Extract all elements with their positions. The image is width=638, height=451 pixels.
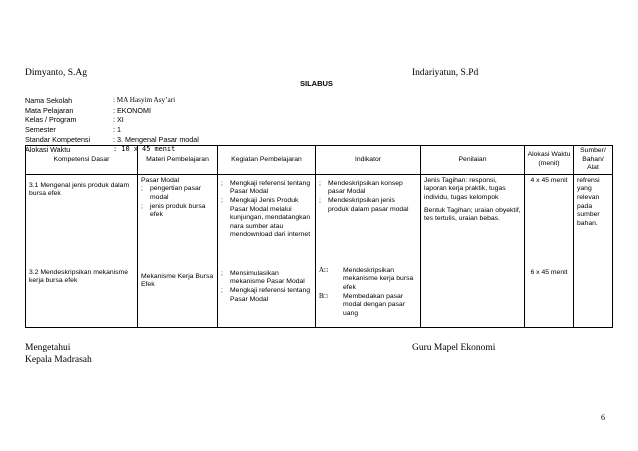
list-item-text: Mendeskripsikan konsep pasar Modal (328, 179, 403, 196)
table-row (26, 174, 613, 327)
list-item-text: Mensimulasikan mekanisme Pasar Modal (230, 269, 305, 286)
cell-kompetensi-dasar (26, 174, 138, 327)
meta-value: : 3. Mengenal Pasar modal (113, 134, 199, 144)
bullet-glyph: ; (319, 196, 321, 204)
list-item-text: Mengkaji Jenis Produk Pasar Modal melalui kunjungan, mendatangkan nara sumber atau mendownload dari internet (230, 196, 311, 239)
list-item-text: pengertian pasar modal (150, 185, 202, 201)
list-item (319, 293, 417, 319)
kd-text: 3.1 Mengenal jenis produk dalam bursa efek (29, 181, 130, 198)
list-item-text: Mengkaji referensi tentang Pasar Modal (230, 286, 311, 303)
bullet-glyph: ; (221, 179, 223, 187)
waktu-text: 6 x 45 menit (530, 268, 568, 276)
bullet-glyph: ; (221, 286, 223, 294)
sumber-text: refrensi yang relevan pada sumber bahan. (577, 176, 600, 227)
syllabus-table (25, 145, 613, 328)
list-item (141, 203, 214, 220)
meta-label: Semester (25, 125, 56, 135)
header-materi: Materi Pembelajaran (138, 146, 218, 175)
page-number: 6 (601, 413, 605, 422)
materi-block (141, 177, 214, 273)
bullet-glyph: ; (221, 196, 223, 204)
document-title: SILABUS (300, 79, 333, 88)
cell-alokasi-waktu (525, 174, 574, 327)
meta-value: : 1 (113, 125, 121, 135)
meta-label: Alokasi Waktu (25, 144, 71, 154)
signatory-left-name: Dimyanto, S.Ag (25, 68, 88, 78)
footer-mengetahui: Mengetahui (25, 343, 71, 353)
list-item (221, 287, 312, 304)
list-item-text: Mengkaji referensi tentang Pasar Modal (230, 179, 311, 196)
header-alokasi-waktu: Alokasi Waktu (menit) (525, 146, 574, 175)
bullet-glyph: ; (141, 185, 143, 193)
list-item (221, 180, 312, 197)
list-item (221, 270, 312, 287)
bullet-glyph: ; (141, 202, 143, 210)
header-kompetensi-dasar: Kompetensi Dasar (26, 146, 138, 175)
meta-value: : 10 x 45 menit (113, 144, 176, 153)
meta-label: Nama Sekolah (25, 96, 73, 105)
footer-kepala-madrasah: Kepala Madrasah (25, 355, 92, 365)
bullet-glyph: ; (221, 269, 223, 277)
table-header-row (26, 146, 613, 175)
header-penilaian: Penilaian (421, 146, 525, 175)
bullet-glyph: ; (319, 179, 321, 187)
waktu-text: 4 x 45 menit (530, 176, 568, 184)
signatory-right-name: Indariyatun, S.Pd (412, 68, 479, 78)
meta-label: Standar Kompetensi (25, 134, 91, 144)
kd-block (29, 177, 134, 269)
cell-sumber (574, 174, 613, 327)
cell-indikator (316, 174, 421, 327)
kegiatan-block (221, 177, 312, 270)
meta-label: Mata Pelajaran (25, 105, 74, 115)
meta-label: Kelas / Program (25, 115, 77, 125)
meta-value: : EKONOMI (113, 105, 151, 115)
footer-guru-mapel: Guru Mapel Ekonomi (412, 343, 496, 353)
list-item (221, 197, 312, 240)
penilaian-text: Bentuk Tagihan; uraian obyektif, tes tertulis, uraian bebas. (424, 206, 521, 223)
list-item-text: jenis produk bursa efek (150, 202, 206, 219)
list-item-text: Membedakan pasar modal dengan pasar uang (343, 292, 405, 317)
list-item (319, 180, 417, 197)
list-item-text: Mendeskripsikan jenis produk dalam pasar modal (328, 196, 409, 213)
list-item (319, 197, 417, 214)
cell-kegiatan (218, 174, 316, 327)
materi-title: Pasar Modal (141, 176, 180, 184)
list-item (141, 185, 214, 202)
penilaian-text: Jenis Tagihan: responsi, laporan kerja praktik, tugas individu, tugas kelompok (424, 176, 506, 201)
cell-penilaian (421, 174, 525, 327)
list-marker: A□ (319, 266, 329, 274)
meta-value: : XI (113, 115, 124, 125)
header-indikator: Indikator (316, 146, 421, 175)
list-marker: B□ (319, 292, 328, 300)
header-kegiatan: Kegiatan Pembelajaran (218, 146, 316, 175)
indikator-block (319, 177, 417, 267)
header-sumber: Sumber/ Bahan/ Alat (574, 146, 613, 175)
meta-value: : MA Hasyim Asy’ari (113, 96, 176, 104)
list-item (319, 267, 417, 293)
list-item-text: Mendeskripsikan mekanisme kerja bursa efek (343, 266, 414, 291)
kd-text: 3.2 Mendeskripsikan mekanisme kerja bursa efek (29, 268, 128, 285)
waktu-block (528, 177, 570, 269)
cell-materi (138, 174, 218, 327)
materi-text: Mekanisme Kerja Bursa Efek (141, 272, 214, 289)
